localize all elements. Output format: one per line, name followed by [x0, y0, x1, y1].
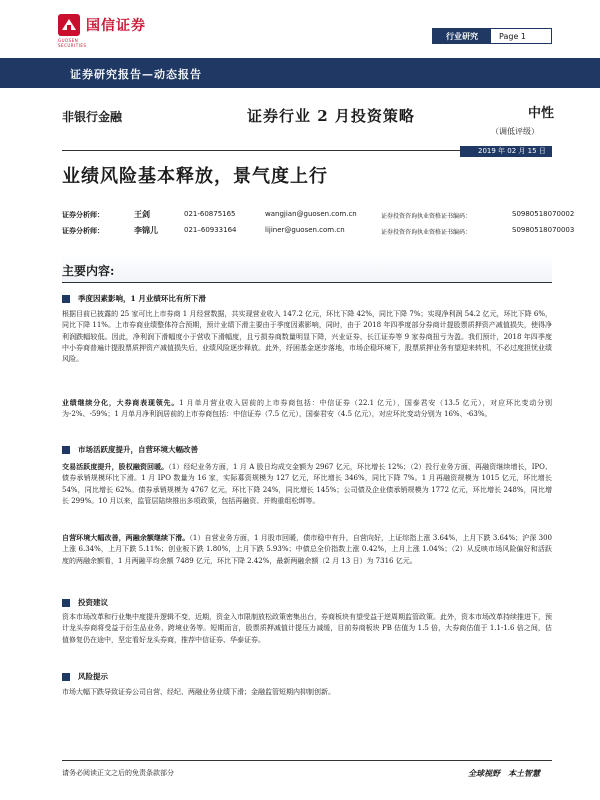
- paragraph: 市场大幅下跌导致证券公司自营、经纪、两融业务业绩下滑；金融监管短期内抑制创新。: [62, 688, 335, 696]
- paragraph: 资本市场改革和行业集中度提升逻辑不变，近期，资金入市限制放松政策密集出台，券商板块有望受益于逆周期监管政策。此外，资本市场改革持续推进下，预计龙头券商将受益于衍生品业务、跨境业务等。短期而言，股票质押减值计提压力减缓，目前券商板块 PB 估值为 1.5 倍，大券商估值于 1.1-1.6 倍之间，估值修复仍在途中，坚定看好龙头券商，推荐中信证券、华泰证券。: [62, 613, 552, 644]
- paragraph-lead: 自营环境大幅改善，两融余额继续下滑。: [62, 533, 190, 542]
- paragraph-lead: 交易活跃度提升，股权融资回暖。: [62, 462, 169, 471]
- square-bullet-icon: [62, 599, 70, 607]
- paragraph-text: 1 月单月营业收入居前的上市券商包括：中信证券（22.1 亿元），国泰君安（13.5 亿元），对应环比变动分别为-2%、-59%；1 月单月净利润居前的上市券商包括：中信证券（7.5 亿元），国泰君安（4.5 亿元），对应环比变动分别为 16%、-63%。: [62, 399, 552, 419]
- report-date: 2019 年 02 月 15 日: [478, 147, 546, 155]
- guosen-logo-icon: [58, 14, 87, 48]
- analyst-email[interactable]: wangjian@guosen.com.cn: [265, 210, 357, 218]
- rating: 中性: [528, 106, 555, 121]
- footer-slogan: 全球视野 本土智慧: [468, 768, 540, 778]
- paragraph: [62, 397, 552, 421]
- paragraph: [62, 461, 552, 507]
- summary-heading-band: [62, 255, 552, 282]
- section-title-text: 季度因素影响，1 月业绩环比有所下滑: [78, 294, 206, 303]
- brand-tagline: GUOSEN SECURITIES: [58, 38, 87, 48]
- section-title: [62, 444, 198, 455]
- analyst-cert-label: 证券投资咨询执业资格证书编码：: [381, 229, 472, 236]
- report-type-box: [432, 28, 552, 44]
- paragraph-text: （1）自营业务方面，1 月股市回暖，债市稳中有升，自营向好，上证综指上涨 3.64%，上月下跌 3.64%；沪深 300 上涨 6.34%，上月下跌 5.11%；创业板下跌 1.80%，上月下跌 5.93%；中债总全价指数上涨 0.42%，上月上涨 1.04%；（2）从反映市场风险偏好和活跃度的两融余额看，1 月两融平均余额 7489 亿元，环比下降 2.42%，最新两融余额（2 月 13 日）为 7316 亿元。: [62, 534, 552, 565]
- square-bullet-icon: [62, 446, 70, 454]
- analyst-cert-label: 证券投资咨询执业资格证书编码：: [381, 213, 472, 220]
- section-title-text: 风险提示: [78, 672, 108, 681]
- analyst-row: [62, 225, 575, 239]
- analyst-email[interactable]: lijiner@guosen.com.cn: [265, 226, 345, 234]
- analyst-cert-no: S0980518070003: [512, 226, 575, 234]
- analyst-phone: 021-60875165: [184, 210, 236, 218]
- square-bullet-icon: [62, 295, 70, 303]
- page-number: Page 1: [499, 31, 526, 41]
- analyst-role: 证券分析师：: [62, 226, 104, 235]
- analyst-phone: 021–60933164: [184, 226, 237, 234]
- paragraph: [62, 532, 552, 567]
- analyst-cert-no: S0980518070002: [512, 210, 575, 218]
- brand-logo: [58, 14, 146, 48]
- square-bullet-icon: [62, 673, 70, 681]
- analyst-name: 王剑: [134, 209, 150, 219]
- divider: [62, 760, 552, 761]
- section-title: [62, 597, 108, 608]
- analyst-name: 李锦儿: [134, 225, 158, 235]
- divider: [62, 282, 552, 283]
- analyst-row: [62, 209, 575, 223]
- section-title-text: 投资建议: [78, 598, 108, 607]
- banner-text: 证券研究报告—动态报告: [70, 68, 202, 81]
- sector-label: 非银行金融: [62, 110, 123, 124]
- analyst-role: 证券分析师：: [62, 210, 104, 219]
- report-type-tag: 行业研究: [433, 29, 491, 43]
- brand-name: 国信证券: [86, 18, 146, 34]
- section-title: [62, 671, 108, 682]
- disclaimer-note: 请务必阅读正文之后的免责条款部分: [62, 769, 174, 777]
- paragraph: 根据目前已披露的 25 家可比上市券商 1 月经营数据，共实现营业收入 147.2 亿元，环比下降 42%，同比下降 7%；实现净利润 54.2 亿元，环比下降 6%，同比下降 11%。上市券商业绩整体符合预期，预计业绩下滑主要由于季度因素影响，同时，由于 2018 年四季度部分券商计提股票质押资产减值损失，使得净利润跌幅较低。因此，净利润下滑幅度小于营收下滑幅度，且亏损券商数量明显下降，兴业证券、长江证券等 9 家券商扭亏为盈。我们预计，2018 年四季度中小券商普遍计提股票质押资产减值损失后，业绩风险逐步释放。此外，纾困基金逐步落地，市场企稳环境下，股票质押业务有望迎来转机，不必过度担忧业绩风险。: [62, 310, 552, 364]
- rating-change: （调低评级）: [491, 127, 539, 136]
- headline: 业绩风险基本释放，景气度上行: [62, 166, 328, 187]
- summary-heading: 主要内容:: [62, 264, 115, 278]
- section-title: [62, 293, 206, 304]
- section-title-text: 市场活跃度提升，自营环境大幅改善: [78, 445, 198, 454]
- paragraph-lead: 业绩继续分化，大券商表现领先。: [62, 398, 180, 407]
- paragraph-text: （1）经纪业务方面，1 月 A 股日均成交金额为 2967 亿元，环比增长 12%；（2）投行业务方面，再融资继续增长，IPO、债券承销规模环比下滑。1 月 IPO 数量为 16 家，实际募资规模为 127 亿元，环比增长 346%，同比下降 7%。1 月再融资规模为 1015 亿元，环比增长 54%，同比增长 62%。债券承销规模为 4767 亿元，环比下降 24%，同比增长 145%；公司债及企业债承销规模为 1772 亿元，环比增长 248%，同比增长 299%。10 月以来，监管层陆续推出多项政策，包括再融资、并购重组松绑等。: [62, 463, 552, 505]
- report-title: 证券行业 2 月投资策略: [247, 107, 415, 125]
